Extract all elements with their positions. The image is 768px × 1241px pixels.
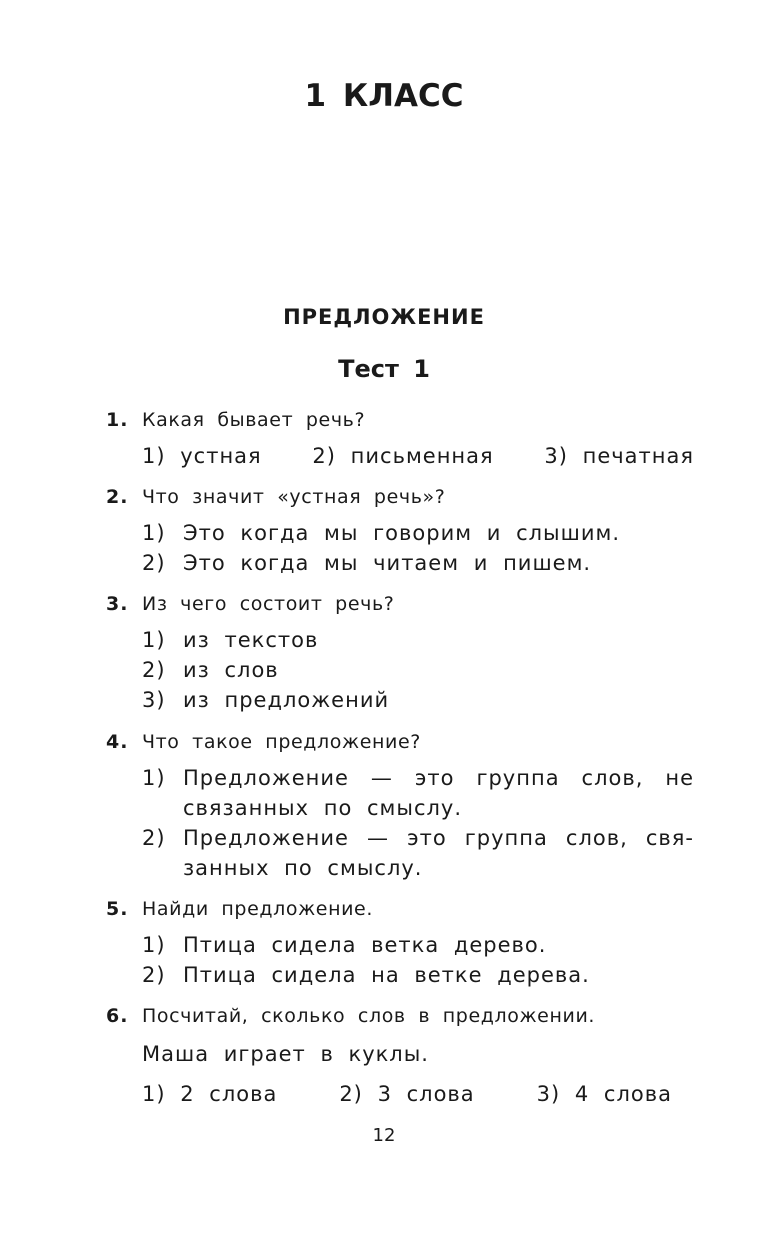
option-text: устная	[180, 444, 262, 468]
option-number: 3)	[544, 444, 568, 468]
answer-option[interactable]	[142, 763, 694, 823]
answer-options	[142, 518, 694, 578]
example-sentence: Маша играет в куклы.	[142, 1042, 429, 1066]
option-number: 2)	[142, 551, 166, 575]
answer-option[interactable]	[142, 685, 694, 715]
question-3	[0, 593, 768, 713]
answer-row	[142, 1079, 672, 1109]
option-text: Птица сидела ветка дерево.	[183, 933, 547, 957]
option-number: 1)	[142, 628, 166, 652]
question-text: Посчитай, сколько слов в предложении.	[142, 1005, 596, 1027]
option-text: письменная	[350, 444, 494, 468]
page-number: 12	[372, 1125, 396, 1146]
option-text: 3 слова	[377, 1082, 475, 1106]
question-text: Что такое предложение?	[142, 731, 421, 753]
option-text: 2 слова	[180, 1082, 278, 1106]
answer-option[interactable]	[142, 548, 694, 578]
answer-options	[142, 625, 694, 715]
answer-option[interactable]	[142, 441, 262, 471]
answer-option[interactable]	[142, 823, 694, 883]
question-text: Из чего состоит речь?	[142, 593, 395, 615]
question-number: 5.	[106, 898, 129, 920]
answer-option[interactable]	[312, 441, 493, 471]
test-title: Тест 1	[338, 355, 430, 383]
option-text: Это когда мы говорим и слышим.	[183, 521, 621, 545]
option-text: из слов	[183, 658, 279, 682]
option-number: 2)	[142, 963, 166, 987]
answer-option[interactable]	[142, 518, 694, 548]
question-4	[0, 731, 768, 881]
option-text: Предложение — это группа слов, не связанных по смыслу.	[183, 766, 694, 820]
answer-options	[142, 441, 694, 471]
option-text: из текстов	[183, 628, 319, 652]
answer-option[interactable]	[142, 625, 694, 655]
answer-option[interactable]	[339, 1079, 474, 1109]
option-number: 1)	[142, 521, 166, 545]
section-title: ПРЕДЛОЖЕНИЕ	[283, 305, 485, 329]
answer-option[interactable]	[544, 441, 694, 471]
option-text: печатная	[582, 444, 694, 468]
question-number: 2.	[106, 486, 129, 508]
answer-option[interactable]	[142, 1079, 277, 1109]
answer-option[interactable]	[142, 960, 694, 990]
option-number: 1)	[142, 766, 166, 790]
question-2	[0, 486, 768, 576]
answer-option[interactable]	[142, 655, 694, 685]
option-number: 1)	[142, 933, 166, 957]
question-number: 3.	[106, 593, 129, 615]
question-text: Найди предложение.	[142, 898, 373, 920]
option-number: 3)	[142, 688, 166, 712]
answer-options	[142, 930, 694, 990]
grade-title: 1 КЛАСС	[304, 78, 464, 114]
option-number: 1)	[142, 1082, 166, 1106]
option-number: 2)	[142, 658, 166, 682]
option-number: 2)	[339, 1082, 363, 1106]
question-5	[0, 898, 768, 988]
option-number: 2)	[312, 444, 336, 468]
answer-option[interactable]	[142, 930, 694, 960]
option-text: из предложений	[183, 688, 390, 712]
question-text: Что значит «устная речь»?	[142, 486, 446, 508]
option-text: Предложение — это группа слов, свя-занных по смыслу.	[183, 826, 694, 880]
answer-row	[142, 441, 694, 471]
option-number: 1)	[142, 444, 166, 468]
answer-options	[142, 763, 694, 883]
option-number: 2)	[142, 826, 166, 850]
option-text: Птица сидела на ветке дерева.	[183, 963, 590, 987]
option-text: Это когда мы читаем и пишем.	[183, 551, 592, 575]
question-text: Какая бывает речь?	[142, 409, 366, 431]
question-6	[0, 1005, 768, 1105]
question-number: 1.	[106, 409, 129, 431]
question-1	[0, 409, 768, 469]
option-text: 4 слова	[574, 1082, 672, 1106]
answer-options	[142, 1039, 672, 1109]
question-number: 6.	[106, 1005, 129, 1027]
question-number: 4.	[106, 731, 129, 753]
answer-option[interactable]	[537, 1079, 672, 1109]
option-number: 3)	[536, 1082, 561, 1106]
